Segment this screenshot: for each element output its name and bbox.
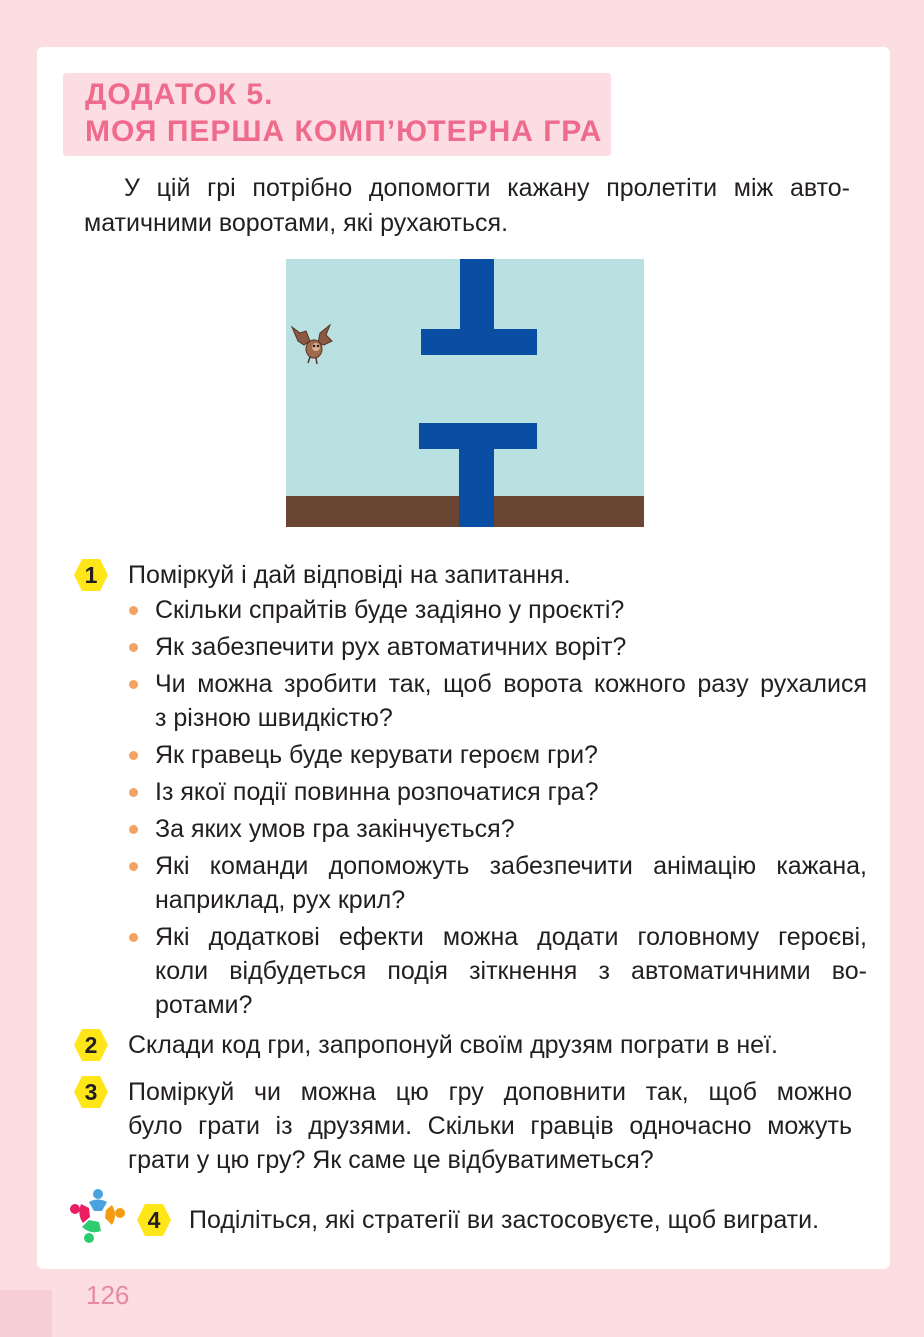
bullet-dot bbox=[129, 680, 138, 689]
question-4-badge bbox=[136, 1203, 172, 1237]
upper-gate-bar bbox=[421, 329, 537, 355]
question-2-number: 2 bbox=[84, 1032, 98, 1058]
bat-sprite bbox=[290, 323, 334, 369]
bullet-dot bbox=[129, 643, 138, 652]
intro-paragraph bbox=[84, 171, 850, 241]
bullet-dot bbox=[129, 751, 138, 760]
bullet-item: Які додаткові ефекти можна додати головному героєві, коли відбудеться подія зіткнення з автоматичними во- ротами? bbox=[127, 920, 867, 1022]
bullet-dot bbox=[129, 788, 138, 797]
intro-line-2: матичними воротами, які рухаються. bbox=[84, 209, 509, 237]
question-1-text: Поміркуй і дай відповіді на запитання. bbox=[128, 561, 571, 589]
bullet-item: Як забезпечити рух автоматичних воріт? bbox=[127, 630, 867, 664]
question-1-badge bbox=[73, 558, 109, 592]
bullet-dot bbox=[129, 825, 138, 834]
corner-decoration bbox=[0, 1290, 52, 1337]
bullet-item: За яких умов гра закінчується? bbox=[127, 812, 867, 846]
question-4-number: 4 bbox=[147, 1207, 161, 1233]
question-1-bullet-list bbox=[127, 593, 867, 1025]
page-card bbox=[37, 47, 890, 1269]
bullet-dot bbox=[129, 862, 138, 871]
bullet-dot bbox=[129, 606, 138, 615]
question-1-number: 1 bbox=[84, 562, 98, 588]
intro-line-1: У цій грі потрібно допомогти кажану пролетіти між авто- bbox=[124, 174, 850, 202]
page-number: 126 bbox=[86, 1280, 130, 1310]
bullet-item: Які команди допоможуть забезпечити анімацію кажана, наприклад, рух крил? bbox=[127, 849, 867, 917]
bullet-item: Як гравець буде керувати героєм гри? bbox=[127, 738, 867, 772]
bullet-item: Із якої події повинна розпочатися гра? bbox=[127, 775, 867, 809]
bullet-dot bbox=[129, 933, 138, 942]
bullet-item: Чи можна зробити так, щоб ворота кожного разу рухалися з різною швидкістю? bbox=[127, 667, 867, 735]
lower-gate-post bbox=[459, 423, 494, 527]
question-3-text: Поміркуй чи можна цю гру доповнити так, щоб можно було грати із друзями. Скільки гравців одночасно можуть грати у цю гру? Як саме це відбуватиметься? bbox=[128, 1078, 852, 1174]
question-2-text: Склади код гри, запропонуй своїм друзям пограти в неї. bbox=[128, 1031, 778, 1059]
bullet-item: Скільки спрайтів буде задіяно у проєкті? bbox=[127, 593, 867, 627]
question-4-text: Поділіться, які стратегії ви застосовуєте, щоб виграти. bbox=[189, 1206, 820, 1234]
question-3-badge bbox=[73, 1075, 109, 1109]
question-3-number: 3 bbox=[84, 1079, 98, 1105]
title-line-2: МОЯ ПЕРША КОМП’ЮТЕРНА ГРА bbox=[85, 115, 603, 148]
group-work-icon bbox=[69, 1187, 127, 1245]
game-screenshot bbox=[286, 259, 644, 527]
title-line-1: ДОДАТОК 5. bbox=[85, 78, 274, 111]
appendix-title bbox=[63, 73, 611, 156]
question-2-badge bbox=[73, 1028, 109, 1062]
